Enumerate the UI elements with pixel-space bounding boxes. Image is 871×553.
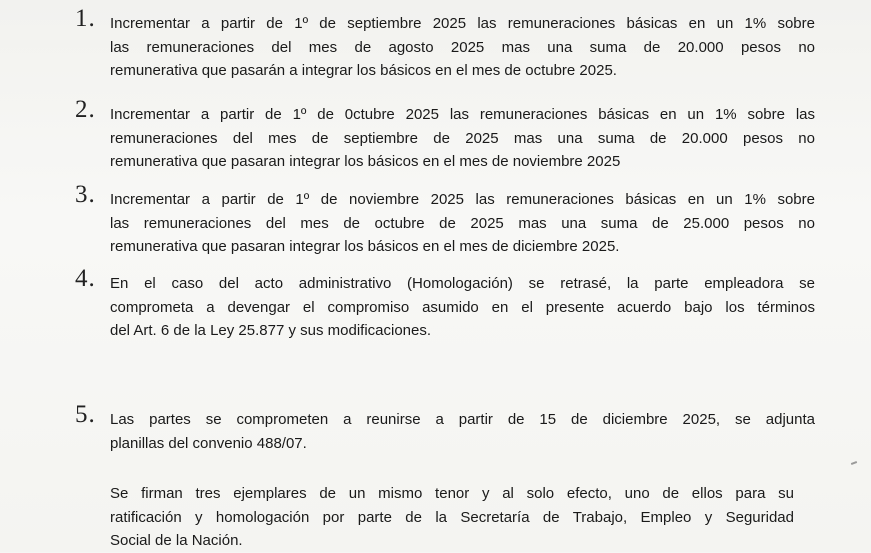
- clause-line: las remuneraciones del mes de octubre de 2025 mas una suma de 25.000 pesos no: [110, 214, 815, 232]
- clause-number: 2.: [75, 96, 96, 123]
- clause-number: 1.: [75, 5, 96, 32]
- clause-line: comprometa a devengar el compromiso asumido en el presente acuerdo bajo los términos: [110, 298, 815, 316]
- clause-text: [110, 103, 815, 174]
- closing-line: Social de la Nación.: [110, 532, 243, 549]
- clause-line: remunerativa que pasarán a integrar los básicos en el mes de octubre 2025.: [110, 62, 617, 79]
- clause-line: En el caso del acto administrativo (Homologación) se retrasé, la parte empleadora se: [110, 275, 815, 292]
- clause-line: Incrementar a partir de 1º de noviembre 2025 las remuneraciones básicas en un 1% sobre: [110, 191, 815, 208]
- clause-line: Incrementar a partir de 1º de septiembre 2025 las remuneraciones básicas en un 1% sobre: [110, 15, 815, 32]
- clause-line: las remuneraciones del mes de agosto 2025 mas una suma de 20.000 pesos no: [110, 38, 815, 56]
- clause-line: Las partes se comprometen a reunirse a partir de 15 de diciembre 2025, se adjunta: [110, 411, 815, 428]
- clause-text: [110, 188, 815, 259]
- closing-line: Se firman tres ejemplares de un mismo tenor y al solo efecto, uno de ellos para su: [110, 485, 794, 502]
- clause-text: [110, 272, 815, 343]
- clause-number: 3.: [75, 181, 96, 208]
- clause-line: planillas del convenio 488/07.: [110, 434, 307, 452]
- clause-number: 4.: [75, 265, 96, 292]
- scan-speck: [851, 461, 857, 465]
- clause-number: 5.: [75, 401, 96, 428]
- clause-text: [110, 408, 815, 455]
- closing-paragraph: [110, 482, 794, 553]
- closing-line: ratificación y homologación por parte de la Secretaría de Trabajo, Empleo y Seguridad: [110, 508, 794, 526]
- clause-line: Incrementar a partir de 1º de 0ctubre 2025 las remuneraciones básicas en un 1% sobre las: [110, 106, 815, 123]
- clause-line: del Art. 6 de la Ley 25.877 y sus modificaciones.: [110, 322, 432, 339]
- clause-line: remunerativa que pasaran integrar los básicos en el mes de diciembre 2025.: [110, 238, 620, 255]
- clause-line: remuneraciones del mes de septiembre de 2025 mas una suma de 20.000 pesos no: [110, 129, 815, 147]
- clause-text: [110, 12, 815, 83]
- clause-line: remunerativa que pasaran integrar los básicos en el mes de noviembre 2025: [110, 153, 621, 170]
